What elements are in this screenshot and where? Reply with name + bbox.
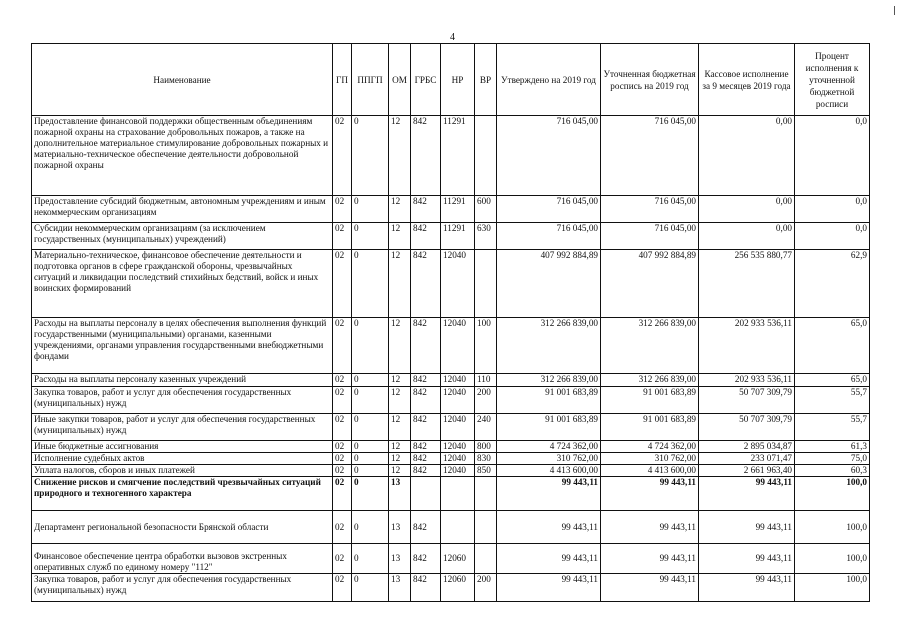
row-om: 12 [389, 250, 411, 318]
row-gp: 02 [333, 441, 352, 453]
row-vr: 240 [475, 414, 497, 441]
row-gp: 02 [333, 465, 352, 477]
row-vr: 830 [475, 453, 497, 465]
row-np: 11291 [441, 116, 475, 196]
row-vr [475, 116, 497, 196]
row-grbs: 842 [411, 196, 441, 223]
row-vr: 630 [475, 223, 497, 250]
row-executed: 202 933 536,11 [699, 318, 795, 374]
header-np: НР [441, 44, 475, 116]
row-revised: 99 443,11 [601, 477, 699, 511]
row-vr: 100 [475, 318, 497, 374]
row-grbs: 842 [411, 414, 441, 441]
row-np: 12040 [441, 387, 475, 414]
row-percent: 100,0 [795, 477, 870, 511]
row-percent: 0,0 [795, 223, 870, 250]
row-executed: 50 707 309,79 [699, 387, 795, 414]
row-revised: 99 443,11 [601, 511, 699, 544]
row-vr [475, 477, 497, 511]
table-header-row [32, 44, 870, 116]
row-om: 13 [389, 574, 411, 602]
row-om: 13 [389, 511, 411, 544]
row-om: 12 [389, 441, 411, 453]
table-row [32, 453, 870, 465]
row-revised: 4 413 600,00 [601, 465, 699, 477]
row-om: 12 [389, 414, 411, 441]
row-grbs: 842 [411, 374, 441, 387]
row-np: 11291 [441, 223, 475, 250]
row-ppgp: 0 [352, 511, 389, 544]
row-np [441, 511, 475, 544]
row-vr: 110 [475, 374, 497, 387]
row-name: Иные бюджетные ассигнования [32, 441, 333, 453]
row-approved: 4 413 600,00 [497, 465, 601, 477]
row-grbs: 842 [411, 465, 441, 477]
row-gp: 02 [333, 453, 352, 465]
table-row [32, 318, 870, 374]
row-grbs: 842 [411, 250, 441, 318]
row-np: 12040 [441, 441, 475, 453]
row-approved: 91 001 683,89 [497, 387, 601, 414]
row-percent: 61,3 [795, 441, 870, 453]
row-om: 13 [389, 544, 411, 574]
row-gp: 02 [333, 387, 352, 414]
row-vr: 850 [475, 465, 497, 477]
row-gp: 02 [333, 223, 352, 250]
row-om: 12 [389, 387, 411, 414]
row-percent: 100,0 [795, 511, 870, 544]
row-grbs: 842 [411, 441, 441, 453]
table-row [32, 477, 870, 511]
row-name: Субсидии некоммерческим организациям (за исключением государственных (муниципальных) учреждений) [32, 223, 333, 250]
row-revised: 99 443,11 [601, 544, 699, 574]
row-grbs: 842 [411, 574, 441, 602]
row-name: Исполнение судебных актов [32, 453, 333, 465]
row-approved: 99 443,11 [497, 574, 601, 602]
row-percent: 75,0 [795, 453, 870, 465]
row-np: 12040 [441, 453, 475, 465]
row-ppgp: 0 [352, 374, 389, 387]
row-name: Иные закупки товаров, работ и услуг для обеспечения государственных (муниципальных) нужд [32, 414, 333, 441]
row-name: Предоставление финансовой поддержки общественным объединениям пожарной охраны на страхование добровольных пожаров, а также на дополнительное материальное стимулирование добровольных пожарных и материально-техническое обеспечение деятельности добровольной пожарной охраны [32, 116, 333, 196]
row-percent: 100,0 [795, 574, 870, 602]
row-revised: 407 992 884,89 [601, 250, 699, 318]
row-percent: 0,0 [795, 196, 870, 223]
row-name: Департамент региональной безопасности Брянской области [32, 511, 333, 544]
row-gp: 02 [333, 544, 352, 574]
row-vr [475, 511, 497, 544]
row-np: 12040 [441, 465, 475, 477]
row-percent: 55,7 [795, 387, 870, 414]
table-row [32, 250, 870, 318]
row-executed: 50 707 309,79 [699, 414, 795, 441]
row-grbs [411, 477, 441, 511]
table-row [32, 374, 870, 387]
row-gp: 02 [333, 511, 352, 544]
row-np: 12060 [441, 544, 475, 574]
row-revised: 716 045,00 [601, 223, 699, 250]
row-revised: 716 045,00 [601, 116, 699, 196]
row-approved: 716 045,00 [497, 223, 601, 250]
row-ppgp: 0 [352, 544, 389, 574]
row-om: 13 [389, 477, 411, 511]
row-grbs: 842 [411, 387, 441, 414]
row-ppgp: 0 [352, 196, 389, 223]
table-row [32, 223, 870, 250]
row-om: 12 [389, 223, 411, 250]
row-vr: 200 [475, 387, 497, 414]
row-gp: 02 [333, 477, 352, 511]
header-grbs: ГРБС [411, 44, 441, 116]
budget-execution-table [31, 43, 870, 602]
row-gp: 02 [333, 116, 352, 196]
row-approved: 312 266 839,00 [497, 318, 601, 374]
header-executed: Кассовое исполнение за 9 месяцев 2019 года [699, 44, 795, 116]
row-grbs: 842 [411, 318, 441, 374]
header-om: ОМ [389, 44, 411, 116]
row-ppgp: 0 [352, 453, 389, 465]
table-row [32, 387, 870, 414]
row-grbs: 842 [411, 453, 441, 465]
row-vr: 200 [475, 574, 497, 602]
row-name: Закупка товаров, работ и услуг для обеспечения государственных (муниципальных) нужд [32, 387, 333, 414]
row-gp: 02 [333, 318, 352, 374]
row-name: Закупка товаров, работ и услуг для обеспечения государственных (муниципальных) нужд [32, 574, 333, 602]
header-name: Наименование [32, 44, 333, 116]
row-revised: 716 045,00 [601, 196, 699, 223]
header-approved: Утверждено на 2019 год [497, 44, 601, 116]
row-om: 12 [389, 465, 411, 477]
row-executed: 202 933 536,11 [699, 374, 795, 387]
row-executed: 0,00 [699, 116, 795, 196]
row-name: Расходы на выплаты персоналу в целях обеспечения выполнения функций государственными (муниципальными) органами, казенными учреждениями, органами управления государственными внебюджетными фондами [32, 318, 333, 374]
row-om: 12 [389, 453, 411, 465]
row-name: Материально-техническое, финансовое обеспечение деятельности и подготовка органов в сфере гражданской обороны, чрезвычайных ситуаций и ликвидации последствий стихийных бедствий, войск и иных воинских формирований [32, 250, 333, 318]
row-np: 12040 [441, 374, 475, 387]
row-executed: 99 443,11 [699, 544, 795, 574]
header-revised: Уточненная бюджетная роспись на 2019 год [601, 44, 699, 116]
row-revised: 99 443,11 [601, 574, 699, 602]
row-executed: 256 535 880,77 [699, 250, 795, 318]
scan-edge-mark [894, 6, 895, 15]
table-row [32, 414, 870, 441]
row-np [441, 477, 475, 511]
row-approved: 407 992 884,89 [497, 250, 601, 318]
row-ppgp: 0 [352, 465, 389, 477]
row-name: Расходы на выплаты персоналу казенных учреждений [32, 374, 333, 387]
table-row [32, 116, 870, 196]
row-om: 12 [389, 318, 411, 374]
row-approved: 716 045,00 [497, 196, 601, 223]
row-revised: 91 001 683,89 [601, 387, 699, 414]
row-approved: 310 762,00 [497, 453, 601, 465]
row-revised: 310 762,00 [601, 453, 699, 465]
row-percent: 0,0 [795, 116, 870, 196]
row-gp: 02 [333, 374, 352, 387]
row-ppgp: 0 [352, 250, 389, 318]
row-gp: 02 [333, 414, 352, 441]
row-percent: 55,7 [795, 414, 870, 441]
table-row [32, 544, 870, 574]
row-gp: 02 [333, 250, 352, 318]
row-executed: 2 895 034,87 [699, 441, 795, 453]
row-percent: 62,9 [795, 250, 870, 318]
row-vr [475, 250, 497, 318]
row-ppgp: 0 [352, 441, 389, 453]
row-executed: 2 661 963,40 [699, 465, 795, 477]
row-name: Снижение рисков и смягчение последствий чрезвычайных ситуаций природного и техногенного характера [32, 477, 333, 511]
row-vr [475, 544, 497, 574]
row-ppgp: 0 [352, 116, 389, 196]
row-vr: 600 [475, 196, 497, 223]
table-row [32, 511, 870, 544]
header-ppgp: ППГП [352, 44, 389, 116]
table-row [32, 574, 870, 602]
row-approved: 99 443,11 [497, 511, 601, 544]
row-approved: 91 001 683,89 [497, 414, 601, 441]
row-percent: 100,0 [795, 544, 870, 574]
row-percent: 65,0 [795, 318, 870, 374]
row-ppgp: 0 [352, 318, 389, 374]
table-row [32, 465, 870, 477]
row-name: Уплата налогов, сборов и иных платежей [32, 465, 333, 477]
header-gp: ГП [333, 44, 352, 116]
row-revised: 4 724 362,00 [601, 441, 699, 453]
row-executed: 99 443,11 [699, 574, 795, 602]
row-np: 12040 [441, 250, 475, 318]
row-approved: 4 724 362,00 [497, 441, 601, 453]
row-approved: 312 266 839,00 [497, 374, 601, 387]
row-grbs: 842 [411, 223, 441, 250]
row-executed: 0,00 [699, 196, 795, 223]
row-name: Предоставление субсидий бюджетным, автономным учреждениям и иным некоммерческим организациям [32, 196, 333, 223]
row-approved: 716 045,00 [497, 116, 601, 196]
header-percent: Процент исполнения к уточненной бюджетной росписи [795, 44, 870, 116]
row-revised: 312 266 839,00 [601, 318, 699, 374]
row-ppgp: 0 [352, 387, 389, 414]
row-ppgp: 0 [352, 574, 389, 602]
row-percent: 60,3 [795, 465, 870, 477]
row-vr: 800 [475, 441, 497, 453]
row-np: 11291 [441, 196, 475, 223]
row-percent: 65,0 [795, 374, 870, 387]
row-executed: 99 443,11 [699, 511, 795, 544]
row-om: 12 [389, 116, 411, 196]
row-approved: 99 443,11 [497, 477, 601, 511]
row-np: 12040 [441, 318, 475, 374]
row-gp: 02 [333, 574, 352, 602]
table-row [32, 196, 870, 223]
row-grbs: 842 [411, 116, 441, 196]
row-revised: 312 266 839,00 [601, 374, 699, 387]
row-name: Финансовое обеспечение центра обработки вызовов экстренных оперативных служб по единому номеру "112" [32, 544, 333, 574]
page-number: 4 [450, 32, 455, 43]
row-ppgp: 0 [352, 414, 389, 441]
row-om: 12 [389, 196, 411, 223]
row-np: 12060 [441, 574, 475, 602]
row-ppgp: 0 [352, 477, 389, 511]
row-gp: 02 [333, 196, 352, 223]
row-grbs: 842 [411, 511, 441, 544]
table-row [32, 441, 870, 453]
row-om: 12 [389, 374, 411, 387]
row-executed: 99 443,11 [699, 477, 795, 511]
row-revised: 91 001 683,89 [601, 414, 699, 441]
row-np: 12040 [441, 414, 475, 441]
row-executed: 0,00 [699, 223, 795, 250]
row-ppgp: 0 [352, 223, 389, 250]
header-vr: ВР [475, 44, 497, 116]
row-approved: 99 443,11 [497, 544, 601, 574]
row-grbs: 842 [411, 544, 441, 574]
row-executed: 233 071,47 [699, 453, 795, 465]
